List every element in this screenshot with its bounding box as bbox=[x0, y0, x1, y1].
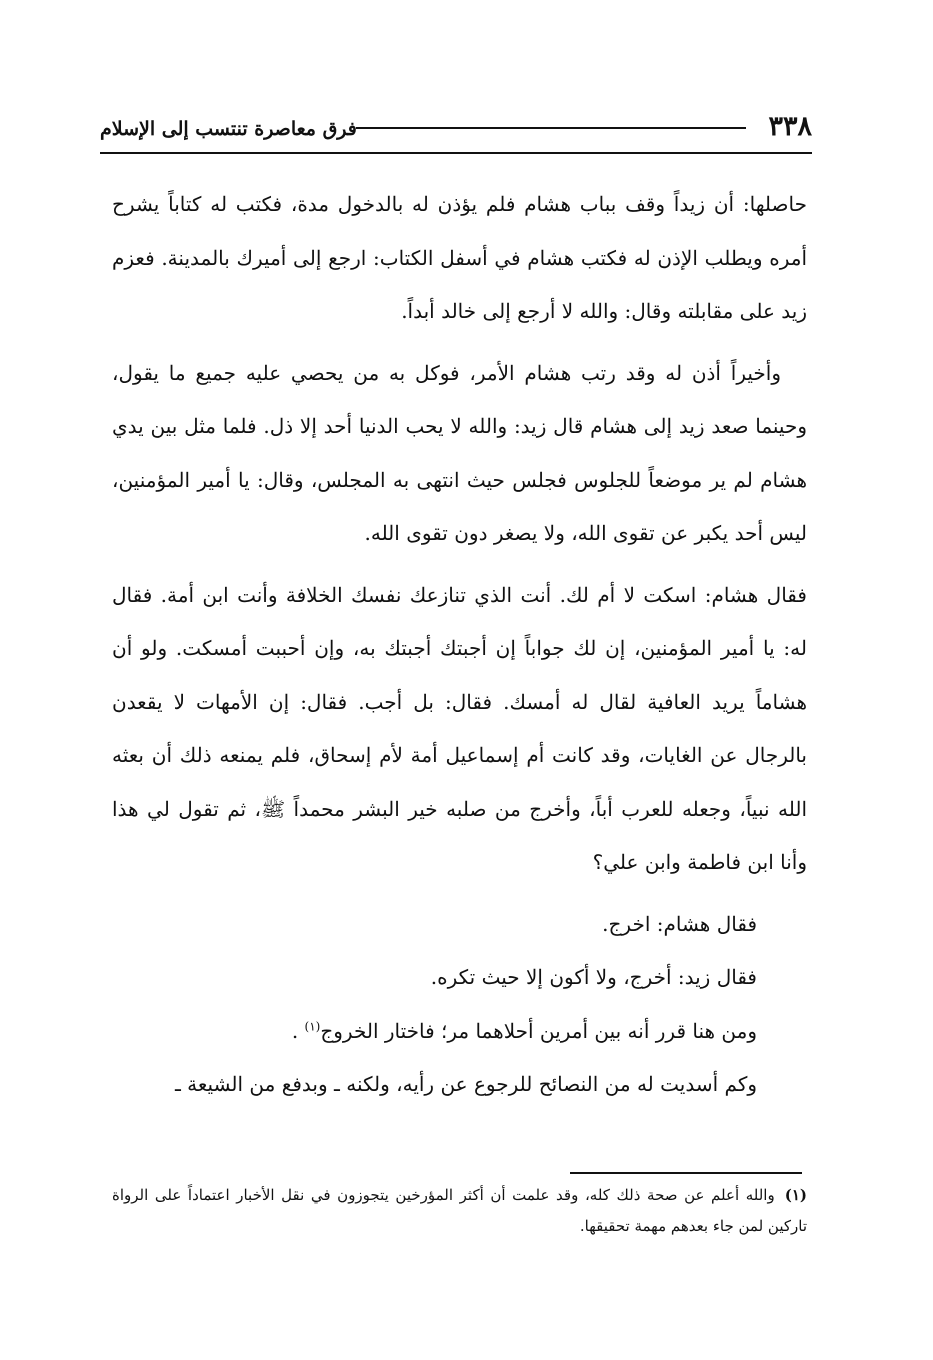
page-number: ٣٣٨ bbox=[768, 111, 812, 142]
paragraph-5: فقال زيد: أخرج، ولا أكون إلا حيث تكره. bbox=[430, 965, 757, 989]
paragraph-6 bbox=[112, 1005, 757, 1059]
paragraph-2: وأخيراً أذن له وقد رتب هشام الأمر، فوكل به من يحصي عليه جميع ما يقول، وحينما صعد زيد إلى هشام قال زيد: والله لا يحب الدنيا أحد إلا ذل. فلما مثل بين يدي هشام لم ير موضعاً للجلوس فجلس حيث انتهى به المجلس، وقال: يا أمير المؤمنين، ليس أحد يكبر عن تقوى الله، ولا يصغر دون تقوى الله. bbox=[112, 360, 807, 545]
paragraph-3: فقال هشام: اسكت لا أم لك. أنت الذي تنازعك نفسك الخلافة وأنت ابن أمة. فقال له: يا أمير المؤمنين، إن لك جواباً إن أجبتك أجبتك به، وإن أحببت أمسكت. ولو أن هشاماً يريد العافية لقال له أمسك. فقال: بل أجب. فقال: إن الأمهات لا يقعدن بالرجال عن الغايات، وقد كانت أم إسماعيل أمة لأم إسحاق، فلم يمنعه ذلك أن بعثه الله نبياً، وجعله للعرب أباً، وأخرج من صلبه خير البشر محمداً ﷺ، ثم تقول لي هذا وأنا ابن فاطمة وابن علي؟ bbox=[112, 582, 807, 874]
paragraph-4: فقال هشام: اخرج. bbox=[602, 911, 757, 936]
header-rule bbox=[100, 152, 812, 154]
paragraph-1: حاصلها: أن زيداً وقف بباب هشام فلم يؤذن له بالدخول مدة، فكتب له كتاباً يشرح أمره ويطلب الإذن له فكتب هشام في أسفل الكتاب: ارجع إلى أميرك بالمدينة. فعزم زيد على مقابلته وقال: والله لا أرجع إلى خالد أبداً. bbox=[112, 192, 807, 323]
paragraph-6-text: ومن هنا قرر أنه بين أمرين أحلاهما مر؛ فاختار الخروج bbox=[320, 1018, 757, 1043]
footnote-marker: (١) bbox=[304, 1018, 321, 1033]
running-title: فرق معاصرة تنتسب إلى الإسلام bbox=[100, 118, 357, 140]
paragraph-6-end: . bbox=[291, 1018, 299, 1043]
footnote-text: والله أعلم عن صحة ذلك كله، وقد علمت أن أكثر المؤرخين يتجوزون في نقل الأخبار اعتماداً على الرواة تاركين لمن جاء بعدهم مهمة تحقيقها. bbox=[112, 1186, 807, 1235]
footnote-rule bbox=[570, 1172, 802, 1174]
footnote bbox=[112, 1180, 807, 1242]
paragraph-7: وكم أسديت له من النصائح للرجوع عن رأيه، ولكنه ـ وبدفع من الشيعة ـ bbox=[174, 1072, 757, 1096]
page-header bbox=[100, 110, 812, 152]
footnote-number: (١) bbox=[784, 1186, 807, 1204]
header-dash-line bbox=[356, 127, 746, 129]
main-text bbox=[112, 178, 807, 1112]
